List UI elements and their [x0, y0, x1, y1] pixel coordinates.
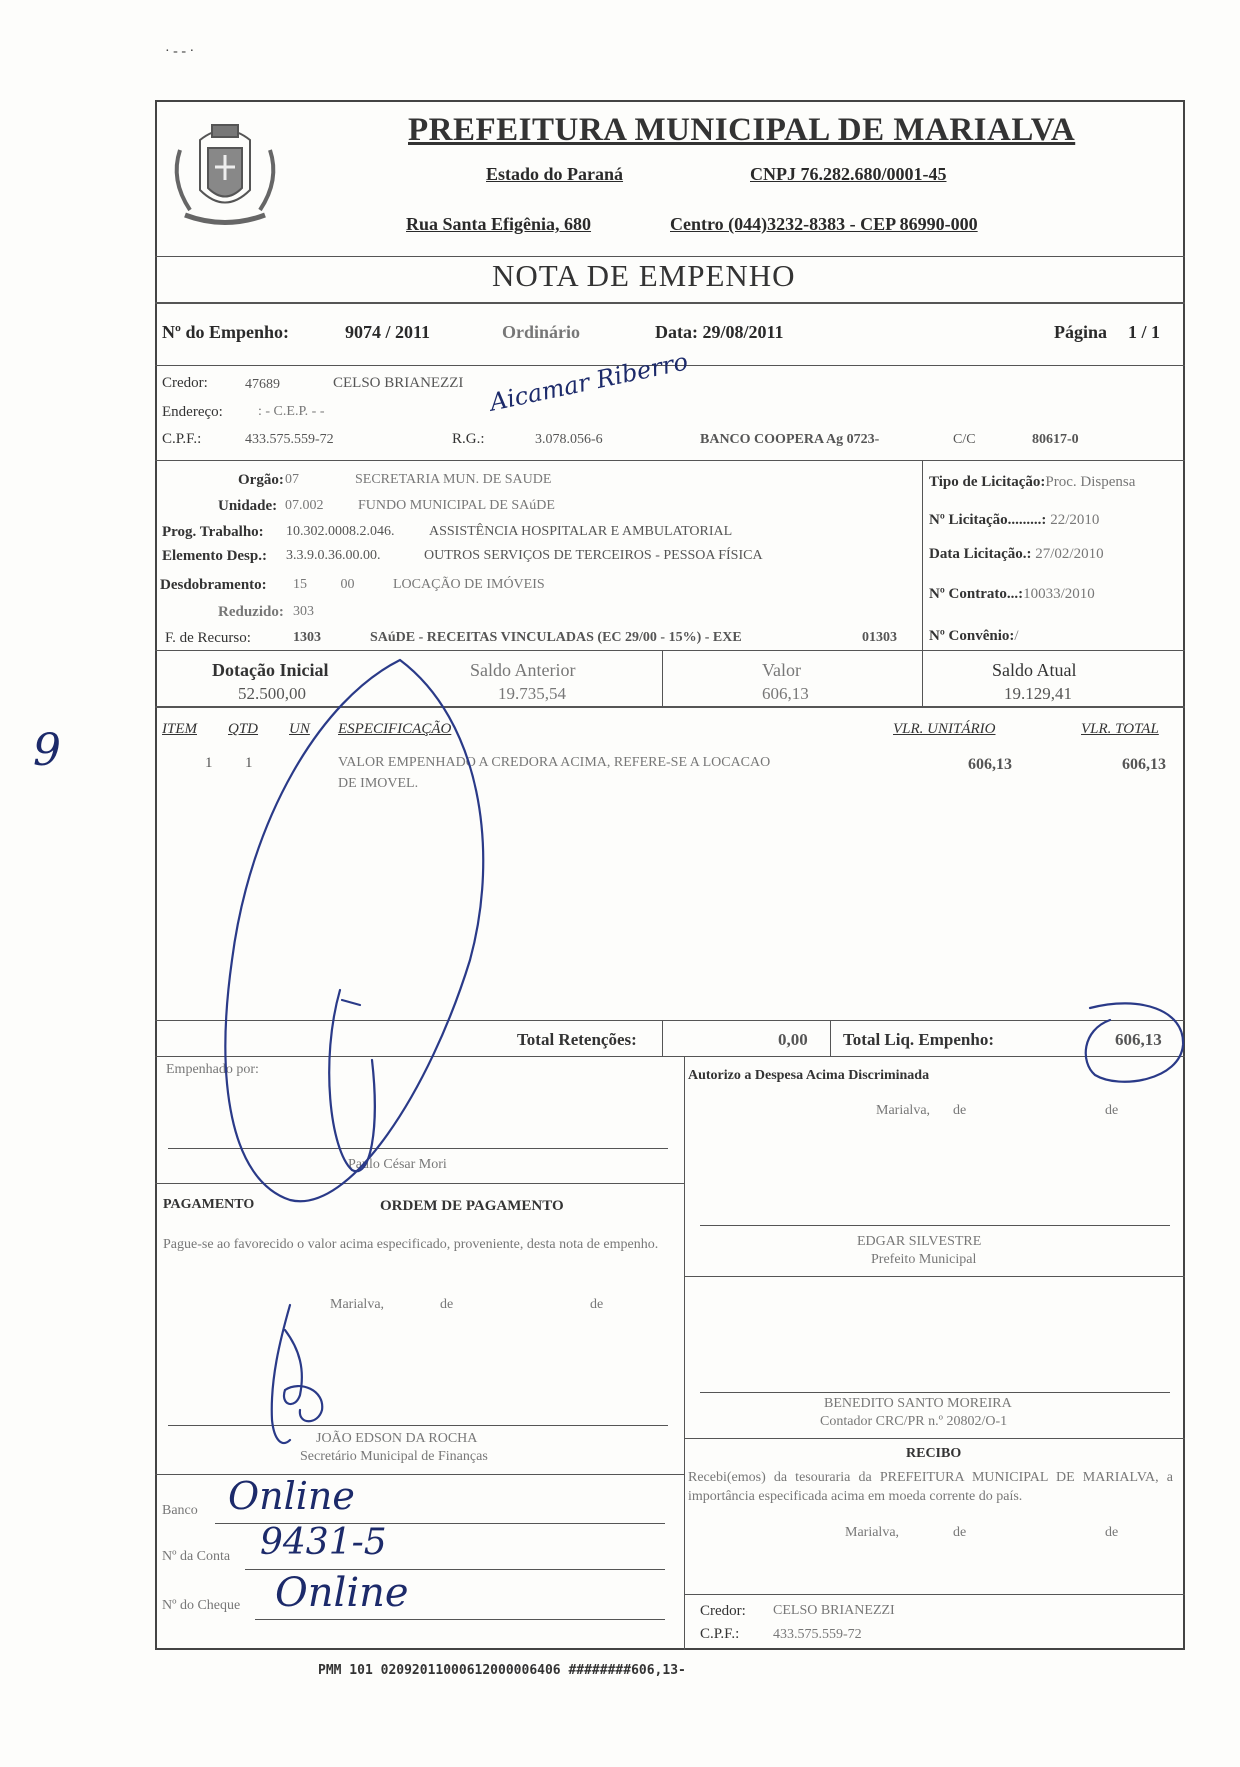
- pagamento-label: PAGAMENTO: [163, 1197, 255, 1212]
- recibo-text: Recebi(emos) da tesouraria da PREFEITURA MUNICIPAL DE MARIALVA, a importância especificada acima em moeda corrente do país.: [688, 1470, 1173, 1504]
- prog-label: Prog. Trabalho:: [162, 524, 264, 540]
- item-number: 1: [205, 755, 213, 771]
- licitacao-convenio: [929, 628, 1019, 645]
- autorizo-de1: de: [953, 1103, 967, 1118]
- col-item: ITEM: [162, 721, 197, 737]
- secretario-title: Secretário Municipal de Finanças: [300, 1449, 488, 1464]
- prefeito-title: Prefeito Municipal: [871, 1252, 977, 1267]
- item-description-line1: VALOR EMPENHADO A CREDORA ACIMA, REFERE-SE A LOCACAO: [338, 755, 771, 770]
- valor-label: Valor: [762, 660, 801, 680]
- dotacao-value: 52.500,00: [238, 684, 306, 703]
- saldo-anterior-value: 19.735,54: [498, 684, 566, 703]
- conta-label: Nº da Conta: [162, 1549, 231, 1564]
- item-unit-value: 606,13: [968, 756, 1012, 773]
- empenhado-signer: Paulo César Mori: [348, 1157, 447, 1172]
- empenho-type: Ordinário: [502, 322, 581, 342]
- recibo-de1: de: [953, 1525, 967, 1540]
- item-description-line2: DE IMOVEL.: [338, 776, 419, 791]
- item-total-value: 606,13: [1122, 756, 1166, 773]
- credor-name: CELSO BRIANEZZI: [333, 375, 464, 391]
- recibo-credor-value: CELSO BRIANEZZI: [773, 1603, 895, 1618]
- banco-label: Banco: [162, 1503, 198, 1518]
- elemento-code: 3.3.9.0.36.00.00.: [286, 548, 381, 563]
- recurso-name: SAúDE - RECEITAS VINCULADAS (EC 29/00 - 15%) - EXE: [370, 630, 742, 645]
- cc-value: 80617-0: [1032, 432, 1079, 447]
- empenho-number-label: Nº do Empenho:: [162, 322, 289, 342]
- liquido-value: 606,13: [1115, 1030, 1162, 1049]
- empenho-number: 9074 / 2011: [345, 322, 431, 342]
- licitacao-data: [929, 546, 1104, 563]
- unidade-code: 07.002: [285, 498, 324, 513]
- cpf-value: 433.575.559-72: [245, 432, 334, 447]
- convenio-value: /: [1014, 628, 1019, 644]
- header-address: Rua Santa Efigênia, 680: [406, 214, 592, 234]
- licitacao-tipo-value: Proc. Dispensa: [1045, 474, 1136, 490]
- licitacao-contrato: [929, 586, 1095, 603]
- cheque-label: Nº do Cheque: [162, 1598, 241, 1613]
- banco-handwritten: Online: [228, 1474, 355, 1518]
- retencoes-value: 0,00: [778, 1030, 808, 1049]
- credor-label: Credor:: [162, 375, 208, 391]
- header-district-phone-cep: Centro (044)3232-8383 - CEP 86990-000: [670, 214, 978, 234]
- saldo-atual-value: 19.129,41: [1004, 684, 1072, 703]
- desdobramento-code: 15 00: [293, 577, 355, 592]
- rg-value: 3.078.056-6: [535, 432, 603, 447]
- col-especificacao: ESPECIFICAÇÃO: [338, 721, 452, 737]
- licitacao-numero-label: Nº Licitação.........:: [929, 512, 1047, 528]
- recibo-de2: de: [1105, 1525, 1119, 1540]
- contrato-label: Nº Contrato...:: [929, 586, 1024, 602]
- autorizo-de2: de: [1105, 1103, 1119, 1118]
- header-state: Estado do Paraná: [486, 164, 624, 184]
- col-un: UN: [289, 721, 310, 737]
- pagamento-text: Pague-se ao favorecido o valor acima especificado, proveniente, desta nota de empenho.: [163, 1237, 659, 1252]
- scan-speck: · - - ·: [165, 44, 195, 59]
- licitacao-numero-value: 22/2010: [1050, 512, 1100, 528]
- endereco-label: Endereço:: [162, 404, 223, 420]
- secretario-name: JOÃO EDSON DA ROCHA: [316, 1431, 478, 1446]
- coat-of-arms-icon: [160, 110, 290, 235]
- pagamento-place: Marialva,: [330, 1297, 385, 1312]
- contador-title: Contador CRC/PR n.º 20802/O-1: [820, 1414, 1008, 1429]
- desdobramento-name: LOCAÇÃO DE IMÓVEIS: [393, 577, 545, 592]
- col-vlr-total: VLR. TOTAL: [1081, 721, 1159, 737]
- recurso-number: 01303: [862, 630, 897, 645]
- footer-code: PMM 101 02092011000612000006406 ########606,13-: [318, 1663, 686, 1678]
- recibo-place: Marialva,: [845, 1525, 900, 1540]
- recibo-cpf-label: C.P.F.:: [700, 1626, 740, 1642]
- prog-code: 10.302.0008.2.046.: [286, 524, 395, 539]
- ordem-pagamento-label: ORDEM DE PAGAMENTO: [380, 1198, 564, 1214]
- recurso-code: 1303: [293, 630, 321, 645]
- saldo-atual-label: Saldo Atual: [992, 660, 1077, 680]
- reduzido-label: Reduzido:: [218, 604, 284, 620]
- cpf-label: C.P.F.:: [162, 431, 202, 447]
- pagamento-de1: de: [440, 1297, 454, 1312]
- col-vlr-unitario: VLR. UNITÁRIO: [893, 721, 996, 737]
- contrato-value: 10033/2010: [1023, 586, 1095, 602]
- elemento-name: OUTROS SERVIÇOS DE TERCEIROS - PESSOA FÍSICA: [424, 548, 763, 563]
- elemento-label: Elemento Desp.:: [162, 548, 267, 564]
- autorizo-label: Autorizo a Despesa Acima Discriminada: [688, 1068, 930, 1083]
- cheque-handwritten: Online: [275, 1570, 409, 1616]
- licitacao-data-value: 27/02/2010: [1035, 546, 1104, 562]
- unidade-name: FUNDO MUNICIPAL DE SAúDE: [358, 498, 555, 513]
- licitacao-tipo-label: Tipo de Licitação:: [929, 474, 1046, 490]
- margin-handwritten-mark: 9: [33, 725, 61, 776]
- saldo-anterior-label: Saldo Anterior: [470, 660, 576, 680]
- retencoes-label: Total Retenções:: [517, 1030, 637, 1049]
- doc-title: NOTA DE EMPENHO: [492, 258, 796, 293]
- orgao-code: 07: [285, 472, 299, 487]
- licitacao-tipo: [929, 474, 1135, 491]
- orgao-name: SECRETARIA MUN. DE SAUDE: [355, 472, 552, 487]
- header-cnpj: CNPJ 76.282.680/0001-45: [750, 164, 947, 184]
- endereco-value: : - C.E.P. - -: [258, 404, 325, 419]
- orgao-label: Orgão:: [238, 472, 284, 488]
- empenhado-label: Empenhado por:: [166, 1062, 259, 1077]
- conta-handwritten: 9431-5: [260, 1522, 387, 1563]
- licitacao-data-label: Data Licitação.:: [929, 546, 1032, 562]
- dotacao-label: Dotação Inicial: [212, 660, 329, 680]
- header-title: PREFEITURA MUNICIPAL DE MARIALVA: [408, 112, 1076, 148]
- recibo-label: RECIBO: [906, 1446, 962, 1461]
- contador-name: BENEDITO SANTO MOREIRA: [824, 1396, 1012, 1411]
- convenio-label: Nº Convênio:: [929, 628, 1015, 644]
- unidade-label: Unidade:: [218, 498, 278, 514]
- desdobramento-label: Desdobramento:: [160, 577, 267, 593]
- item-qtd: 1: [245, 755, 253, 771]
- page-label: Página: [1054, 322, 1108, 342]
- pagamento-de2: de: [590, 1297, 604, 1312]
- col-qtd: QTD: [228, 721, 259, 737]
- valor-value: 606,13: [762, 684, 809, 703]
- banco-value: BANCO COOPERA Ag 0723-: [700, 432, 880, 447]
- autorizo-place: Marialva,: [876, 1103, 931, 1118]
- reduzido-code: 303: [293, 604, 314, 619]
- cc-label: C/C: [953, 432, 976, 447]
- liquido-label: Total Liq. Empenho:: [843, 1030, 994, 1049]
- prog-name: ASSISTÊNCIA HOSPITALAR E AMBULATORIAL: [429, 524, 733, 539]
- credor-code: 47689: [245, 377, 280, 392]
- credor-handwritten-note: Aicamar Riberro: [487, 347, 691, 417]
- rg-label: R.G.:: [452, 431, 485, 447]
- recibo-credor-label: Credor:: [700, 1603, 746, 1619]
- page-number: 1 / 1: [1128, 322, 1161, 342]
- empenho-date: Data: 29/08/2011: [655, 322, 784, 342]
- prefeito-name: EDGAR SILVESTRE: [857, 1234, 982, 1249]
- recibo-cpf-value: 433.575.559-72: [773, 1627, 862, 1642]
- recurso-label: F. de Recurso:: [165, 630, 251, 646]
- licitacao-numero: [929, 512, 1099, 529]
